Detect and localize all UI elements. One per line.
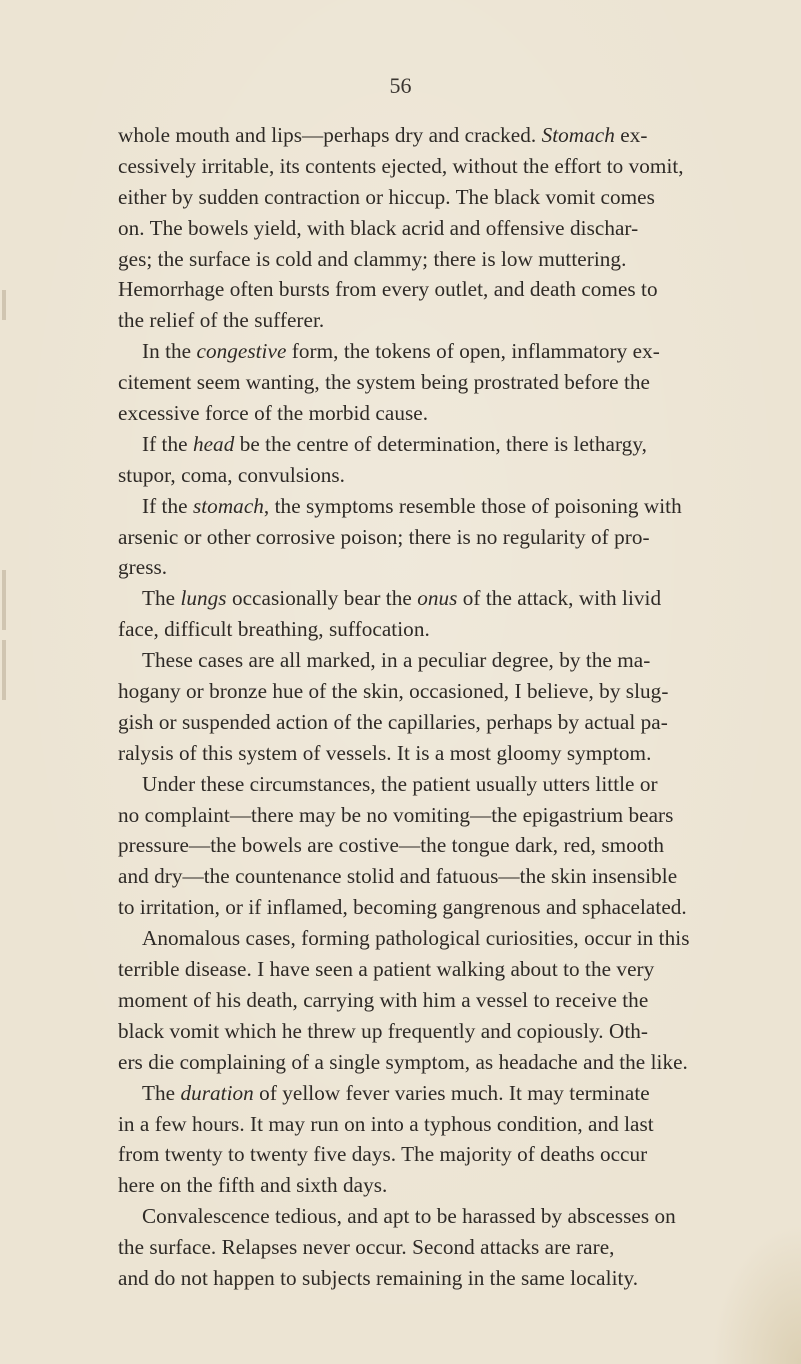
text-run: occasionally bear the — [226, 586, 418, 611]
text-run: Under these circumstances, the patient usually utters little or — [142, 771, 658, 796]
text-run: of the attack, with livid — [457, 586, 662, 611]
text-run: black vomit which he threw up frequently and copiously. Oth- — [118, 1018, 649, 1043]
text-run: If the — [142, 493, 193, 518]
text-line — [118, 830, 738, 861]
text-run: gish or suspended action of the capillaries, perhaps by actual pa- — [118, 709, 668, 734]
text-run: The — [142, 586, 181, 611]
text-line — [118, 985, 738, 1016]
text-line — [118, 1047, 738, 1078]
text-line — [118, 213, 738, 244]
body-text — [118, 120, 738, 1294]
text-run: In the — [142, 339, 197, 364]
text-line — [118, 954, 738, 985]
text-run: form, the tokens of open, inflammatory ex- — [286, 339, 660, 364]
text-run: ralysis of this system of vessels. It is a most gloomy symptom. — [118, 740, 652, 765]
text-line — [118, 583, 738, 614]
text-line — [118, 676, 738, 707]
text-line — [118, 614, 738, 645]
text-line — [118, 151, 738, 182]
text-line — [118, 923, 738, 954]
text-line — [118, 120, 738, 151]
text-run: be the centre of determination, there is lethargy, — [234, 431, 647, 456]
text-line — [118, 1170, 738, 1201]
text-line — [118, 336, 738, 367]
text-line — [118, 1078, 738, 1109]
italic-text: onus — [417, 586, 458, 611]
text-run: , the symptoms resemble those of poisoning with — [263, 493, 682, 518]
text-run: face, difficult breathing, suffocation. — [118, 617, 430, 642]
text-run: Anomalous cases, forming pathological curiosities, occur in this — [142, 926, 690, 951]
text-run: terrible disease. I have seen a patient walking about to the very — [118, 957, 655, 982]
text-run: the surface. Relapses never occur. Second attacks are rare, — [118, 1235, 615, 1260]
text-run: Convalescence tedious, and apt to be harassed by abscesses on — [142, 1204, 676, 1229]
text-line — [118, 1263, 738, 1294]
text-run: in a few hours. It may run on into a typhous condition, and last — [118, 1111, 654, 1136]
text-line — [118, 522, 738, 553]
text-run: from twenty to twenty five days. The majority of deaths occur — [118, 1142, 648, 1167]
text-run: here on the fifth and sixth days. — [118, 1173, 388, 1198]
text-run: the relief of the sufferer. — [118, 308, 325, 333]
text-line — [118, 429, 738, 460]
text-run: gress. — [118, 555, 168, 580]
text-run: to irritation, or if inflamed, becoming gangrenous and sphacelated. — [118, 895, 687, 920]
text-run: cessively irritable, its contents ejected, without the effort to vomit, — [118, 153, 684, 178]
text-line — [118, 769, 738, 800]
text-line — [118, 861, 738, 892]
text-line — [118, 1232, 738, 1263]
text-run: whole mouth and lips—perhaps dry and cracked. — [118, 123, 542, 147]
text-line — [118, 800, 738, 831]
paper-stain — [711, 1224, 801, 1364]
text-run: These cases are all marked, in a peculiar degree, by the ma- — [142, 648, 651, 673]
text-line — [118, 1016, 738, 1047]
text-run: ers die complaining of a single symptom, as headache and the like. — [118, 1049, 688, 1074]
italic-text: duration — [180, 1080, 254, 1105]
page-number: 56 — [389, 73, 412, 98]
text-run: pressure—the bowels are costive—the tongue dark, red, smooth — [118, 833, 665, 858]
italic-text: Stomach — [541, 123, 615, 147]
text-run: on. The bowels yield, with black acrid and offensive dischar- — [118, 215, 639, 240]
text-line — [118, 738, 738, 769]
italic-text: congestive — [196, 339, 287, 364]
text-run: of yellow fever varies much. It may terminate — [253, 1080, 650, 1105]
text-run: The — [142, 1080, 181, 1105]
text-run: If the — [142, 431, 193, 456]
text-run: ex- — [614, 123, 648, 147]
text-line — [118, 1139, 738, 1170]
text-run: arsenic or other corrosive poison; there is no regularity of pro- — [118, 524, 650, 549]
italic-text: head — [192, 431, 235, 456]
text-line — [118, 1109, 738, 1140]
text-run: ges; the surface is cold and clammy; there is low muttering. — [118, 246, 627, 271]
text-line — [118, 244, 738, 275]
text-line — [118, 367, 738, 398]
italic-text: stomach — [192, 493, 264, 518]
page-edge-mark — [2, 290, 6, 320]
text-run: and dry—the countenance stolid and fatuous—the skin insensible — [118, 864, 678, 889]
text-line — [118, 645, 738, 676]
text-run: moment of his death, carrying with him a vessel to receive the — [118, 987, 649, 1012]
text-run: stupor, coma, convulsions. — [118, 462, 346, 487]
text-line — [118, 552, 738, 583]
text-line — [118, 491, 738, 522]
text-line — [118, 707, 738, 738]
text-line — [118, 460, 738, 491]
page-edge-mark — [2, 640, 6, 700]
text-run: hogany or bronze hue of the skin, occasioned, I believe, by slug- — [118, 679, 669, 704]
text-line — [118, 182, 738, 213]
text-line — [118, 305, 738, 336]
italic-text: lungs — [180, 586, 227, 611]
text-run: no complaint—there may be no vomiting—the epigastrium bears — [118, 802, 674, 827]
text-line — [118, 892, 738, 923]
text-line — [118, 1201, 738, 1232]
text-run: Hemorrhage often bursts from every outlet, and death comes to — [118, 277, 658, 302]
text-run: either by sudden contraction or hiccup. The black vomit comes — [118, 184, 655, 209]
text-run: excessive force of the morbid cause. — [118, 401, 429, 426]
page-edge-mark — [2, 570, 6, 630]
text-line — [118, 398, 738, 429]
text-run: and do not happen to subjects remaining in the same locality. — [118, 1265, 639, 1290]
text-line — [118, 274, 738, 305]
text-run: citement seem wanting, the system being prostrated before the — [118, 370, 650, 395]
